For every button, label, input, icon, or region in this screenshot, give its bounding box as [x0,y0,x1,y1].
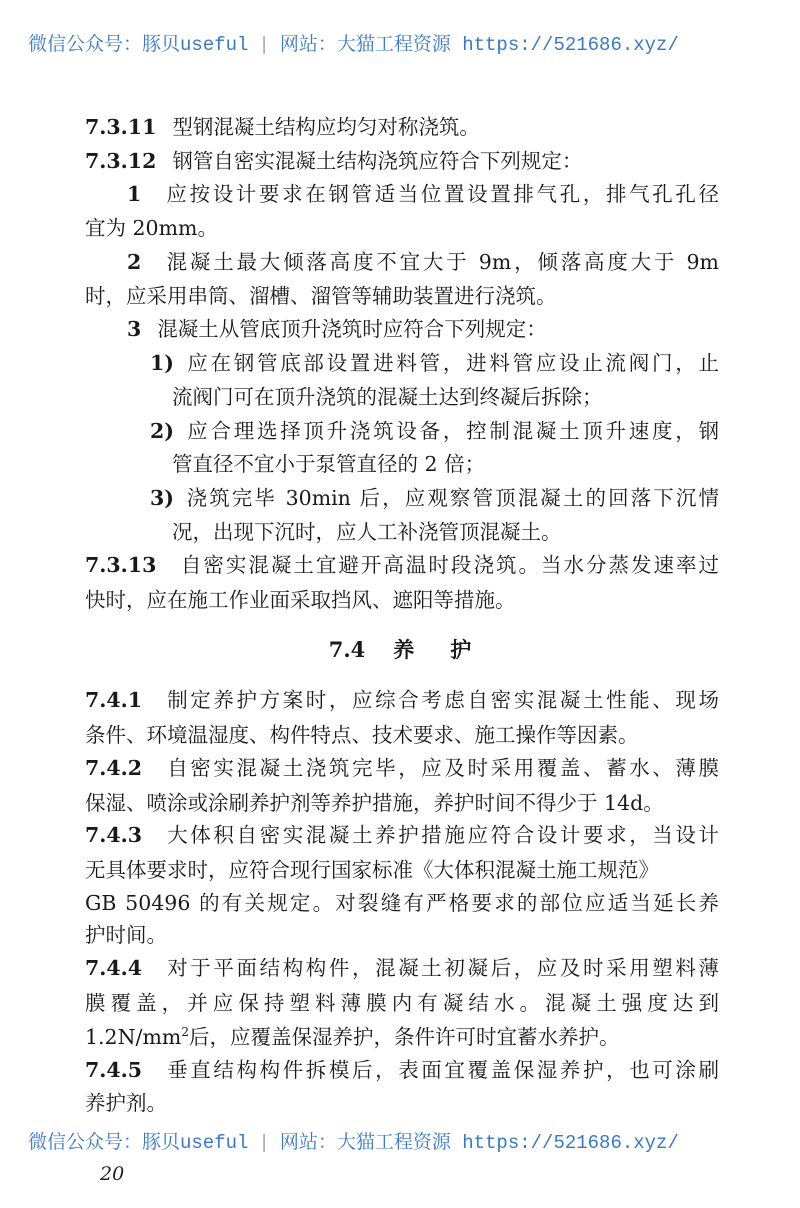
subitem-2-line-1 [150,418,719,444]
clause-7-4-2-line-1 [85,755,719,781]
watermark-account: 微信公众号：豚贝useful [28,1132,249,1154]
section-title-char: 养 [393,637,415,662]
item-text: 应按设计要求在钢管适当位置设置排气孔，排气孔孔径 [166,182,719,206]
item-number: 1 [127,182,142,206]
section-number: 7.4 [328,637,366,662]
item-1-line-2: 宜为 20mm。 [85,216,218,240]
watermark-separator: | [258,1132,270,1154]
subitem-text: 应合理选择顶升浇筑设备，控制混凝土顶升速度，钢 [187,419,719,443]
item-2-line-2: 时，应采用串筒、溜槽、溜管等辅助装置进行浇筑。 [85,284,557,308]
clause-text: 自密实混凝土浇筑完毕，应及时采用覆盖、蓄水、薄膜 [167,756,719,780]
item-1-line-1 [127,181,719,207]
clause-text: 自密实混凝土宜避开高温时段浇筑。当水分蒸发速率过 [180,553,719,577]
watermark-account: 微信公众号：豚贝useful [28,34,249,56]
clause-7-4-4-line-3 [85,1024,619,1050]
item-text: 混凝土从管底顶升浇筑时应符合下列规定： [157,317,547,341]
clause-text: 后，应覆盖保湿养护，条件许可时宜蓄水养护。 [188,1025,620,1049]
clause-7-4-4-line-2: 膜覆盖，并应保持塑料薄膜内有凝结水。混凝土强度达到 [85,991,719,1015]
clause-7-3-13-line-2: 快时，应在施工作业面采取挡风、遮阳等措施。 [85,588,516,612]
clause-7-4-1-line-1 [85,687,719,713]
clause-7-4-2-line-2: 保湿、喷涂或涂刷养护剂等养护措施，养护时间不得少于 14d。 [85,791,664,815]
clause-7-4-3-line-4: 护时间。 [85,923,167,947]
item-2-line-1 [127,249,719,275]
subitem-3-line-1 [150,485,719,511]
clause-number: 7.3.11 [85,115,157,139]
subitem-text: 浇筑完毕 30min 后，应观察管顶混凝土的回落下沉情 [186,486,719,510]
clause-7-4-5-line-1 [85,1057,719,1083]
item-number: 3 [127,317,142,341]
clause-number: 7.3.13 [85,553,157,577]
clause-7-3-13-line-1 [85,552,719,578]
item-number: 2 [127,250,142,274]
clause-text: 钢管自密实混凝土结构浇筑应符合下列规定： [172,149,583,173]
clause-7-4-3-line-1 [85,822,719,848]
clause-text: 型钢混凝土结构应均匀对称浇筑。 [172,115,480,139]
clause-7-4-3-line-2: 无具体要求时，应符合现行国家标准《大体积混凝土施工规范》 [85,858,659,882]
section-heading-7-4 [0,637,800,663]
clause-number: 7.4.4 [85,956,143,980]
watermark-site: 网站：大猫工程资源 https://521686.xyz/ [279,34,679,56]
clause-number: 7.4.2 [85,756,143,780]
clause-text: 制定养护方案时，应综合考虑自密实混凝土性能、现场 [167,688,719,712]
clause-7-3-12 [85,148,582,174]
clause-number: 7.4.1 [85,688,143,712]
clause-number: 7.3.12 [85,149,157,173]
clause-text: 垂直结构构件拆模后，表面宜覆盖保湿养护，也可涂刷 [167,1058,719,1082]
unit-text: 1.2N/mm [85,1025,182,1049]
watermark-separator: | [258,34,270,56]
watermark-bottom [28,1131,778,1155]
subitem-number: 2) [150,419,174,443]
clause-7-4-5-line-2: 养护剂。 [85,1091,167,1115]
clause-7-4-1-line-2: 条件、环境温湿度、构件特点、技术要求、施工操作等因素。 [85,723,639,747]
clause-7-4-3-line-3: GB 50496 的有关规定。对裂缝有严格要求的部位应适当延长养 [85,891,719,915]
watermark-site: 网站：大猫工程资源 https://521686.xyz/ [279,1132,679,1154]
subitem-number: 3) [150,486,174,510]
clause-number: 7.4.3 [85,823,143,847]
section-title-char: 护 [450,637,472,662]
clause-7-4-4-line-1 [85,955,719,981]
clause-number: 7.4.5 [85,1058,143,1082]
clause-7-3-11 [85,114,480,140]
subitem-2-line-2: 管直径不宜小于泵管直径的 2 倍； [172,452,486,476]
subitem-number: 1) [150,351,174,375]
subitem-text: 应在钢管底部设置进料管，进料管应设止流阀门，止 [187,351,719,375]
item-3 [127,316,547,342]
subitem-1-line-1 [150,350,719,376]
subitem-1-line-2: 流阀门可在顶升浇筑的混凝土达到终凝后拆除； [172,385,603,409]
subitem-3-line-2: 况，出现下沉时，应人工补浇管顶混凝土。 [172,520,562,544]
superscript: 2 [181,1025,189,1040]
page-number: 20 [100,1163,125,1185]
clause-text: 对于平面结构构件，混凝土初凝后，应及时采用塑料薄 [167,956,719,980]
clause-text: 大体积自密实混凝土养护措施应符合设计要求，当设计 [167,823,719,847]
item-text: 混凝土最大倾落高度不宜大于 9m，倾落高度大于 9m [166,250,719,274]
watermark-top [28,33,778,57]
